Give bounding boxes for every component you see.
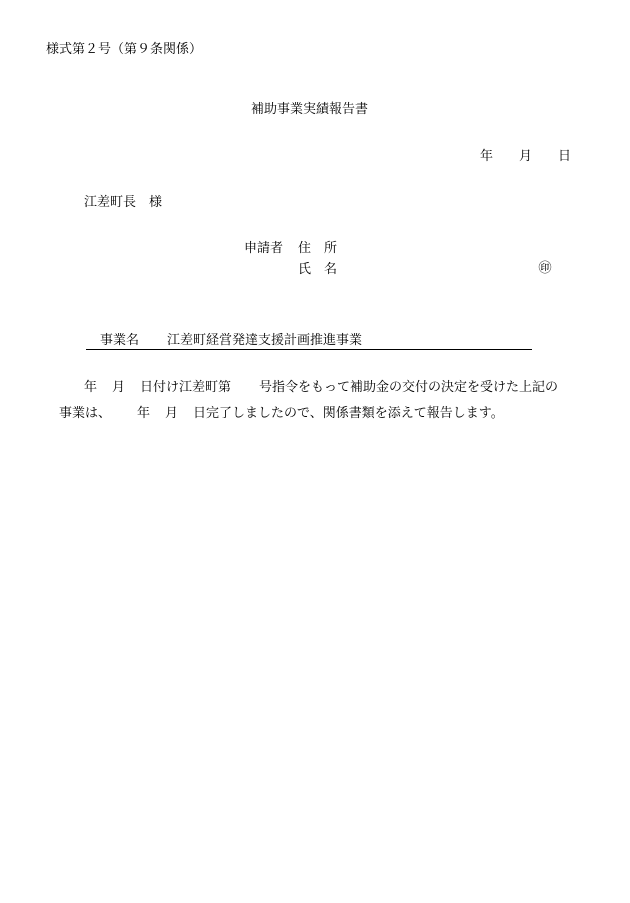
date-month: 月 <box>519 149 533 164</box>
body-line-2 <box>59 406 504 422</box>
addressee-name: 江差町長 <box>84 195 137 210</box>
addressee-honorific: 様 <box>149 195 163 210</box>
project-name: 江差町経営発達支援計画推進事業 <box>167 333 363 348</box>
body-line2-start: 事業は、 <box>59 406 112 421</box>
body-rest: 号指令をもって補助金の交付の決定を受けた上記の <box>259 380 559 395</box>
body-line2-rest: 日完了しましたので、関係書類を添えて報告します。 <box>193 406 504 421</box>
body-year: 年 <box>84 380 98 395</box>
date-day: 日 <box>558 149 572 164</box>
body-text: 日付け江差町第 <box>140 380 232 395</box>
body-line2-year: 年 <box>137 406 151 421</box>
name-label: 氏 名 <box>298 262 338 277</box>
date-year: 年 <box>480 149 494 164</box>
body-line-1 <box>84 380 558 396</box>
addressee <box>84 195 162 211</box>
date-row <box>480 149 571 165</box>
body-line2-month: 月 <box>165 406 179 421</box>
applicant-label: 申請者 <box>244 241 284 256</box>
form-number: 様式第２号（第９条関係） <box>46 42 203 57</box>
seal-mark: ㊞ <box>538 261 552 276</box>
document-title: 補助事業実績報告書 <box>251 102 369 117</box>
body-month: 月 <box>112 380 126 395</box>
address-label: 住 所 <box>298 241 338 256</box>
project-label: 事業名 <box>100 333 140 348</box>
